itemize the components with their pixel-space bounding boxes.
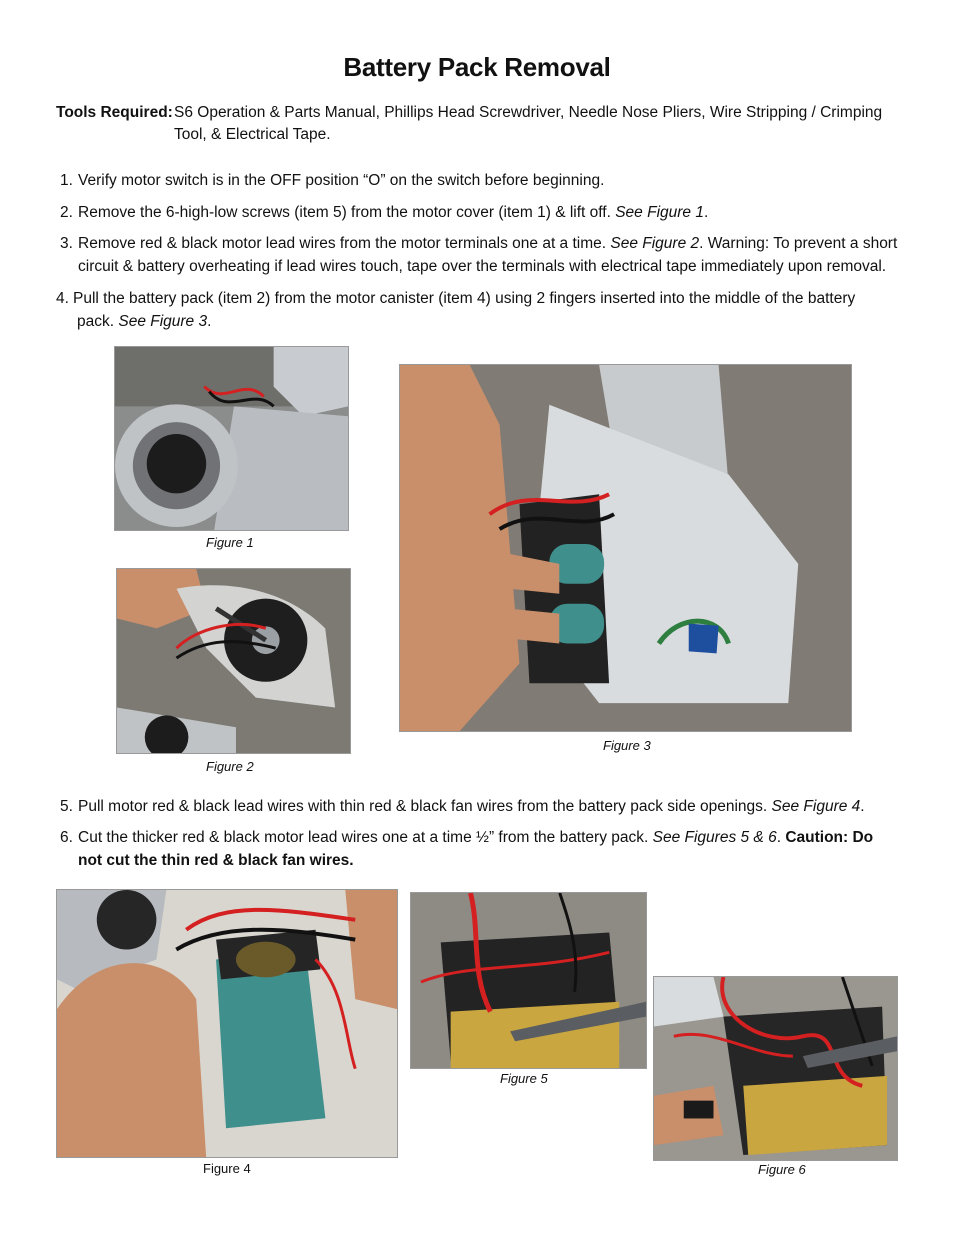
step-text-tail: . Warning: To prevent a short [699,235,898,252]
step-text-tail: . [776,829,786,846]
lead-wires-photo-icon [57,890,397,1157]
page-title: Battery Pack Removal [343,52,611,82]
figure-3-photo [399,364,852,732]
step-text: Verify motor switch is in the OFF position “O” on the switch before beginning. [78,172,605,189]
figure-2-caption: Figure 2 [206,759,254,774]
step-number: 5. [60,798,73,815]
step-text: Remove the 6-high-low screws (item 5) from the motor cover (item 1) & lift off. [78,204,616,221]
figure-6-caption: Figure 6 [758,1162,806,1177]
figure-reference: See Figure 3 [118,313,208,330]
step-text-tail: . [703,204,709,221]
battery-pack-pull-photo-icon [400,365,851,731]
step-text-tail: . [207,313,212,330]
step-text: Cut the thicker red & black motor lead wires one at a time ½” from the battery pack. [78,829,653,846]
figure-1-photo [114,346,349,531]
figure-3-caption: Figure 3 [603,738,651,753]
tools-list-continued: Tool, & Electrical Tape. [174,126,331,143]
step-text-line2: circuit & battery overheating if lead wires touch, tape over the terminals with electrical tape immediately upon removal. [78,258,887,275]
step-number: 4. [56,290,69,307]
step-text-tail: . [860,798,865,815]
step-text: Pull the battery pack (item 2) from the motor canister (item 4) using 2 fingers inserted into the middle of the battery [73,290,856,307]
figure-6-photo [653,976,898,1161]
figure-reference: See Figure 1 [615,204,704,221]
figure-5-photo [410,892,647,1069]
step-number: 6. [60,829,73,846]
step-text-line [78,795,865,818]
figure-reference: See Figure 4 [771,798,861,815]
figure-4-photo [56,889,398,1158]
figure-reference: See Figures 5 & 6 [652,829,777,846]
tools-list: S6 Operation & Parts Manual, Phillips Head Screwdriver, Needle Nose Pliers, Wire Stripping / Crimping [174,104,883,121]
step-number: 3. [60,235,73,252]
figure-reference: See Figure 2 [610,235,700,252]
step-text: Pull motor red & black lead wires with thin red & black fan wires from the battery pack side openings. [78,798,772,815]
figure-4-caption: Figure 4 [203,1161,251,1176]
motor-terminals-photo-icon [117,569,350,753]
figure-2-photo [116,568,351,754]
cutting-wires-photo-icon [654,977,897,1160]
step-number: 2. [60,204,73,221]
cutting-wires-photo-icon [411,893,646,1068]
caution-text: not cut the thin red & black fan wires. [78,852,354,869]
step-text-line [78,826,873,849]
step-text-line [78,232,897,255]
figure-1-caption: Figure 1 [206,535,254,550]
figure-5-caption: Figure 5 [500,1071,548,1086]
tools-label: Tools Required: [56,104,173,121]
caution-label: Caution: Do [785,829,874,846]
step-text: pack. [77,313,119,330]
step-number: 1. [60,172,73,189]
step-text-line2 [77,310,211,333]
motor-housing-photo-icon [115,347,348,530]
step-text-line [78,201,708,224]
step-text: Remove red & black motor lead wires from the motor terminals one at a time. [78,235,611,252]
